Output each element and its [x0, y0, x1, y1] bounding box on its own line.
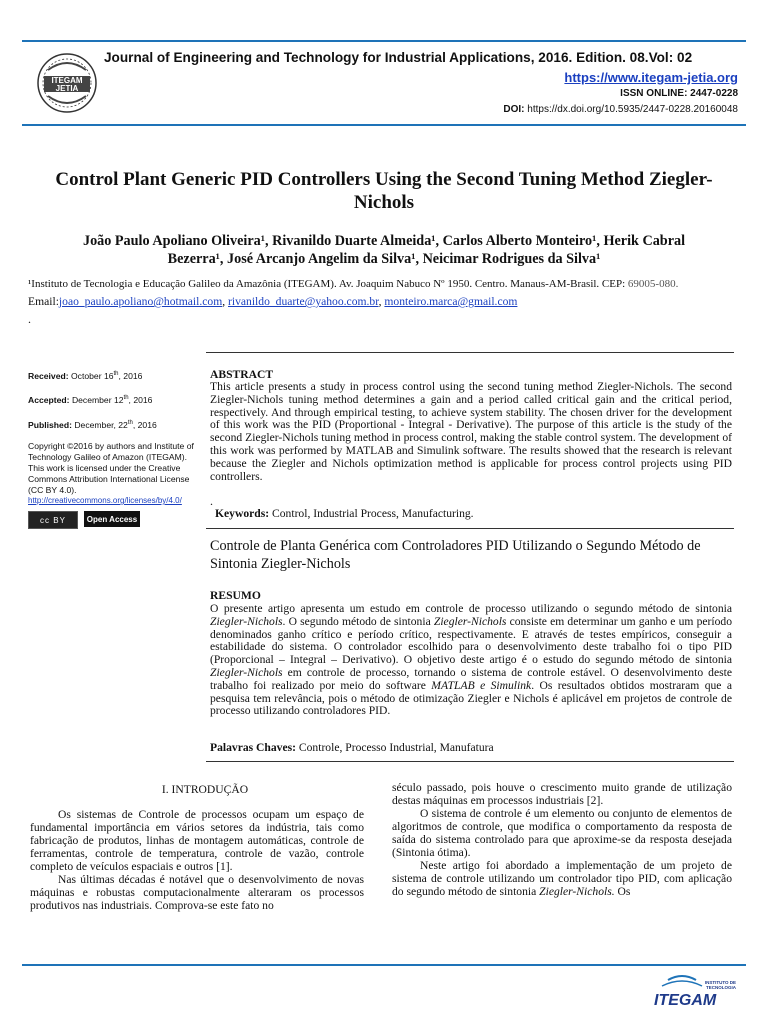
email-separator: ,	[222, 295, 229, 308]
accepted-value: December 12	[71, 394, 124, 405]
affiliation-zip: 69005-080.	[627, 278, 679, 290]
email-link-1[interactable]: joao_paulo.apoliano@hotmail.com	[58, 295, 223, 308]
published-date	[28, 418, 200, 431]
doi-value[interactable]: https://dx.doi.org/10.5935/2447-0228.20160048	[527, 104, 738, 115]
abstract-text: This article presents a study in process control using the second tuning method Ziegler-Nichols. The second Ziegler-Nichols tuning method determines a gain and a period called critical gain and the critical period, respectively. And through empirical testing, to achieve system stability. The chosen driver for the development of this work was the PID (Proportional - Integral - Derivative). The purpose of this article is the study of the second Ziegler-Nichols tuning method in process control, making the stable control system. The development of this work was performed by MATLAB and Simulink software. The results showed that the research is relevant because the Ziegler and Nichols optimization method is applicable for process control projects using PID controllers.	[210, 380, 732, 483]
footer-logo-small-text: INSTITUTO DE TECNOLOGIA	[704, 980, 736, 990]
journal-logo	[34, 52, 100, 114]
authors-line-1: João Paulo Apoliano Oliveira¹, Rivanildo Duarte Almeida¹, Carlos Alberto Monteiro¹, Herik Cabral	[82, 233, 686, 249]
license-badges	[28, 511, 140, 529]
logo-top-text: ITEGAM	[51, 76, 83, 85]
intro-right-paragraph-1: século passado, pois houve o crescimento muito grande de utilização destas máquinas em processos industriais [2].	[392, 781, 732, 807]
affiliation	[28, 278, 748, 291]
email-link-3[interactable]: monteiro.marca@gmail.com	[384, 295, 518, 308]
resumo-part-2: . O segundo método de sintonia	[282, 614, 434, 628]
journal-title: Journal of Engineering and Technology for Industrial Applications, 2016. Edition. 08.Vol: 02	[104, 50, 693, 65]
authors-line-2: Bezerra¹, José Arcanjo Angelim da Silva¹, Neicimar Rodrigues da Silva¹	[167, 251, 601, 267]
resumo-method-3: Ziegler-Nichols	[210, 665, 283, 679]
copyright-notice: Copyright ©2016 by authors and Institute of Technology Galileo of Amazon (ITEGAM). This work is licensed under the Creative Commons Attribution International License (CC BY 4.0).	[28, 441, 194, 495]
resumo-part-5: . Os resultados obtidos mostraram que a pesquisa tem relevância, pois o método de otimização Ziegler e Nichols é aplicável em projetos de controle de processo utilizando controladores PID.	[210, 678, 732, 718]
open-access-badge[interactable]: Open Access	[84, 511, 140, 527]
received-year: , 2016	[118, 370, 143, 381]
email-label: Email:	[28, 295, 59, 308]
issn-text: ISSN ONLINE: 2447-0228	[620, 88, 738, 99]
doi-label: DOI:	[503, 104, 525, 115]
intro-left-column	[30, 808, 364, 912]
portuguese-title: Controle de Planta Genérica com Controladores PID Utilizando o Segundo Método de Sintonia Ziegler-Nichols	[210, 538, 701, 572]
intro-left-paragraph-1: Os sistemas de Controle de processos ocupam um espaço de fundamental importância em vários setores da indústria, tais como fabricação de produtos, linhas de montagem automáticas, controle de ferramentas, controle de temperatura, controle de vazão, controle completo de veículos espaciais e outros [1].	[30, 808, 364, 873]
abstract-period: .	[210, 494, 213, 508]
header-bottom-rule	[22, 124, 746, 126]
published-value: December, 22	[74, 419, 128, 430]
intro-right-p3-method: Ziegler-Nichols.	[539, 885, 615, 898]
published-label: Published:	[28, 419, 72, 430]
intro-right-p3-text: Neste artigo foi abordado a implementação de um projeto de sistema de controle utilizando um controlador tipo PID, com aplicação do segundo método de sintonia	[392, 859, 732, 898]
intro-heading: I. INTRODUÇÃO	[161, 783, 249, 796]
resumo-method-1: Ziegler-Nichols	[210, 614, 283, 628]
intro-right-column	[392, 781, 732, 898]
abstract-bottom-rule	[206, 528, 734, 529]
received-sup: th	[113, 371, 119, 377]
received-value: October 16	[71, 370, 114, 381]
accepted-date	[28, 393, 200, 406]
resumo-text	[210, 603, 732, 718]
accepted-label: Accepted:	[28, 394, 70, 405]
keywords-label: Keywords:	[215, 507, 270, 520]
intro-left-paragraph-2: Nas últimas décadas é notável que o desenvolvimento de novas máquinas e robustas computacionalmente alteraram os processos produtivos nas industriais. Comprova-se este fato no	[30, 873, 364, 912]
intro-right-p3-tail: Os	[614, 885, 631, 898]
paper-title: Control Plant Generic PID Controllers Using the Second Tuning Method Ziegler-Nichols	[55, 169, 713, 213]
email-line	[28, 295, 517, 308]
journal-url-link[interactable]: https://www.itegam-jetia.org	[564, 70, 738, 85]
email-link-2[interactable]: rivanildo_duarte@yahoo.com.br	[228, 295, 379, 308]
palavras-chaves-line	[210, 741, 732, 754]
resumo-heading: RESUMO	[210, 589, 261, 602]
footer-logo-main-text: ITEGAM	[654, 992, 717, 1009]
accepted-sup: th	[123, 395, 129, 401]
published-year: , 2016	[132, 419, 157, 430]
received-date	[28, 369, 200, 382]
intro-right-paragraph-3	[392, 859, 732, 898]
accepted-year: , 2016	[128, 394, 153, 405]
email-separator: ,	[378, 295, 385, 308]
footer-logo	[648, 972, 738, 1016]
abstract-top-rule	[206, 352, 734, 353]
affiliation-text: ¹Instituto de Tecnologia e Educação Galileo da Amazônia (ITEGAM). Av. Joaquim Nabuco Nº 1950. Centro. Manaus-AM-Brasil. CEP:	[28, 278, 628, 290]
abstract-heading: ABSTRACT	[210, 368, 274, 381]
palavras-chaves-label: Palavras Chaves:	[210, 741, 296, 754]
resumo-method-2: Ziegler-Nichols	[433, 614, 507, 628]
palavras-chaves-value: Controle, Processo Industrial, Manufatura	[298, 741, 494, 754]
received-label: Received:	[28, 370, 69, 381]
logo-bottom-text: JETIA	[55, 84, 79, 93]
keywords-value: Control, Industrial Process, Manufacturing.	[272, 507, 474, 520]
keywords-line	[215, 507, 474, 520]
published-sup: th	[127, 420, 133, 426]
intro-right-paragraph-2: O sistema de controle é um elemento ou conjunto de elementos de algoritmos de controle, que modifica o comportamento da resposta de saída do sistema controlado para que aproxime-se da resposta desejada (Sintonia ótima).	[392, 807, 732, 859]
license-link[interactable]: http://creativecommons.org/licenses/by/4.0/	[28, 496, 182, 505]
period-mark: .	[28, 312, 31, 326]
resumo-part-1: O presente artigo apresenta um estudo em controle de processo utilizando o segundo método de sintonia	[210, 602, 732, 615]
resumo-part-4: em controle de processo, tornando o sistema de controle estável. O desenvolvimento deste trabalho foi realizado por meio do software	[210, 665, 732, 692]
cc-by-badge-icon[interactable]: cc BY	[28, 511, 78, 529]
authors	[40, 232, 728, 268]
resumo-part-3: consiste em determinar um ganho e um período denominados ganho crítico e período crítico, respectivamente. E através de testes empíricos, conseguir a estabilidade do sistema. O controlador escolhido para o desenvolvimento deste trabalho foi o tipo PID (Proporcional – Integral – Derivativo). O objetivo deste artigo é o estudo do segundo método de sintonia	[210, 614, 732, 667]
footer-rule	[22, 964, 746, 966]
resumo-bottom-rule	[206, 761, 734, 762]
header-top-rule	[22, 40, 746, 42]
resumo-software: MATLAB e Simulink	[431, 678, 532, 692]
doi-text	[503, 104, 738, 115]
